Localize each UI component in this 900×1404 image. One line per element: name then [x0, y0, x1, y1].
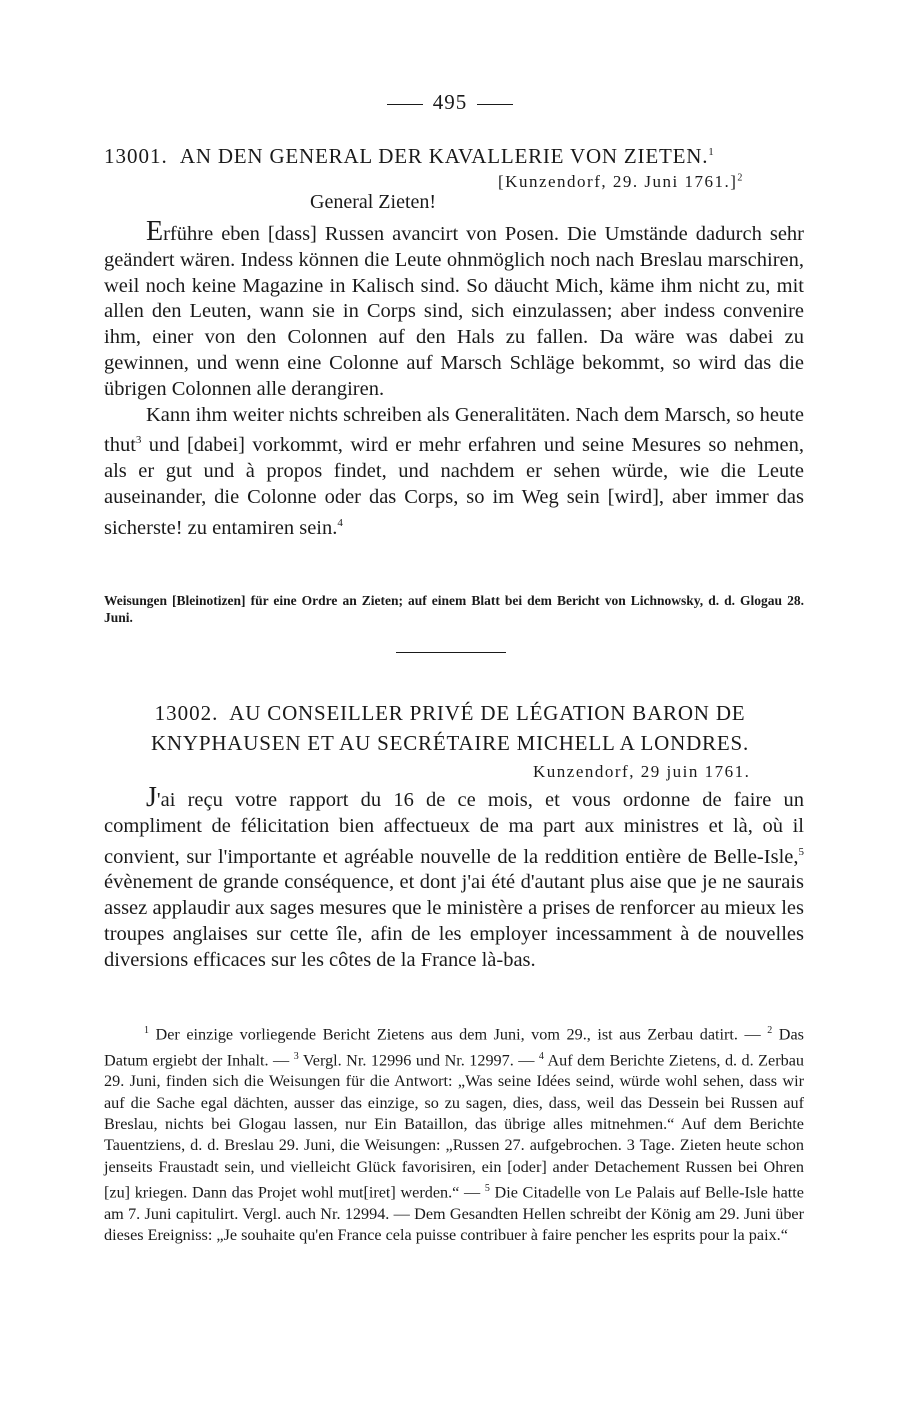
letter2-title-line-1: AU CONSEILLER PRIVÉ DE LÉGATION BARON DE: [229, 701, 746, 725]
footnote-number-5: 5: [484, 1182, 490, 1194]
letter1-footnote-ref-3: 3: [135, 434, 142, 447]
page-number: [0, 90, 900, 115]
letter1-initial: E: [146, 216, 164, 247]
page-number-value: 495: [432, 90, 468, 114]
letter1-salutation: General Zieten!: [310, 191, 437, 213]
letter1-heading: [104, 137, 804, 171]
letter1-title-footnote-ref: 1: [708, 146, 715, 158]
letter2-title-line-2: KNYPHAUSEN ET AU SECRÉTAIRE MICHELL A LONDRES.: [150, 731, 750, 755]
letter1-paragraph-1-text: rführe eben [dass] Russen avancirt von Posen. Die Umstände dadurch sehr geändert wären. Indess können die Leute ohnmöglich noch nach Breslau marschiren, weil noch keine Magazine in Kalisch sind. So däucht Mich, käme ihm nicht zu, mit allen den Leuten, wann sie in Corps sind, sich einzulassen; aber indess convenire ihm, einer von den Colonnen auf den Hals zu fallen. Da wäre was dabei zu gewinnen, und wenn eine Colonne auf Marsch Schläge bekommt, so wird das die übrigen Colonnen alle derangiren.: [104, 223, 804, 400]
letter1-dateline-text: [Kunzendorf, 29. Juni 1761.]: [498, 172, 738, 191]
footnote-text-3: Vergl. Nr. 12996 und Nr. 12997. —: [298, 1051, 539, 1070]
footnote-number-2: 2: [767, 1025, 773, 1036]
letter1-body: [104, 216, 804, 541]
letter2-dateline: Kunzendorf, 29 juin 1761.: [533, 762, 751, 781]
footnote-number-3: 3: [293, 1050, 299, 1062]
section-divider: [396, 652, 506, 653]
letter1-dateline-footnote-ref: 2: [737, 172, 744, 184]
letter2-heading: [104, 698, 796, 758]
footnote-number-1: 1: [144, 1025, 149, 1036]
page-number-dash-left: [387, 104, 423, 105]
letter1-title: AN DEN GENERAL DER KAVALLERIE VON ZIETEN.: [179, 144, 709, 168]
footnote-number-4: 4: [538, 1050, 544, 1062]
letter2-heading-line-1: [104, 698, 796, 728]
letter2-footnote-ref-5: 5: [798, 845, 804, 858]
letter1-dateline: [498, 172, 744, 192]
letter2-number: 13002.: [154, 701, 219, 725]
letter2-paragraph: [104, 782, 804, 973]
footnotes: [104, 1020, 804, 1246]
letter1-paragraph-2-text-b: und [dabei] vorkommt, wird er mehr erfahren und seine Mesures so nehmen, als er gut und à propos findet, und nachdem er sehen würde, wie die Leute auseinander, die Colonne oder das Corps, so im Weg sein [wird], aber immer das sicherste! zu entamiren sein.: [104, 434, 804, 539]
footnote-text-2: Das Datum ergiebt der Inhalt. —: [104, 1025, 804, 1070]
page-number-dash-right: [477, 104, 513, 105]
footnote-text-5: Die Citadelle von Le Palais auf Belle-Isle hatte am 7. Juni capitulirt. Vergl. auch Nr. 12994. — Dem Gesandten Hellen schreibt der König am 29. Juni über dieses Ereigniss: „Je souhaite qu'en France cela puisse contribuer à faire pencher les esprits pour la paix.“: [104, 1183, 804, 1244]
footnotes-block: [104, 1020, 804, 1246]
letter2-body: [104, 782, 804, 973]
letter1-number: 13001.: [104, 144, 168, 168]
letter1-paragraph-2-text-a: Kann ihm weiter nichts schreiben als Generalitäten. Nach dem Marsch, so heute thut: [104, 403, 804, 457]
letter2-paragraph-text-b: évènement de grande conséquence, et dont j'ai été d'autant plus aise que je ne saurais assez applaudir aux sages mesures que le ministère a prises de renforcer au mieux les troupes anglaises sur cette île, afin de les employer incessamment à de nouvelles diversions efficaces sur les côtes de la France là-bas.: [104, 871, 804, 971]
letter2-paragraph-text-a: 'ai reçu votre rapport du 16 de ce mois, et vous ordonne de faire un compliment de félicitation bien affectueux de ma part aux ministres et là, où il convient, sur l'importante et agréable nouvelle de la reddition entière de Belle-Isle,: [104, 789, 804, 868]
letter1-paragraph-2: [104, 403, 804, 542]
letter1-footnote-ref-4: 4: [337, 516, 343, 529]
letter2-initial: J: [146, 782, 157, 813]
footnote-text-4: Auf dem Berichte Zietens, d. d. Zerbau 29. Juni, finden sich die Weisungen für die Antwort: „Was seine Idées seind, würde wohl sehen, dass wir auf die Sache egal dächten, ausser das einzige, so zu sagen, dies, dass, weil das Dessein bei Russen auf Breslau, nichts bei Glogau lassen, nur Ein Bataillon, das übrige alles mitnehmen.“ Auf dem Berichte Tauentziens, d. d. Breslau 29. Juni, die Weisungen: „Russen 27. aufgebrochen. 3 Tage. Zieten heute schon jenseits Fraustadt sein, und vielleicht Glück favorisiren, ein [oder] ander Detachement Russen bei Ohren [zu] kriegen. Dann das Projet wohl mut[iret] werden.“ —: [104, 1051, 804, 1202]
letter1-source-note: Weisungen [Bleinotizen] für eine Ordre an Zieten; auf einem Blatt bei dem Bericht von Lichnowsky, d. d. Glogau 28. Juni.: [104, 593, 804, 625]
letter1-paragraph-1: [104, 216, 804, 403]
footnote-text-1: Der einzige vorliegende Bericht Zietens aus dem Juni, vom 29., ist aus Zerbau datirt. —: [149, 1025, 768, 1044]
